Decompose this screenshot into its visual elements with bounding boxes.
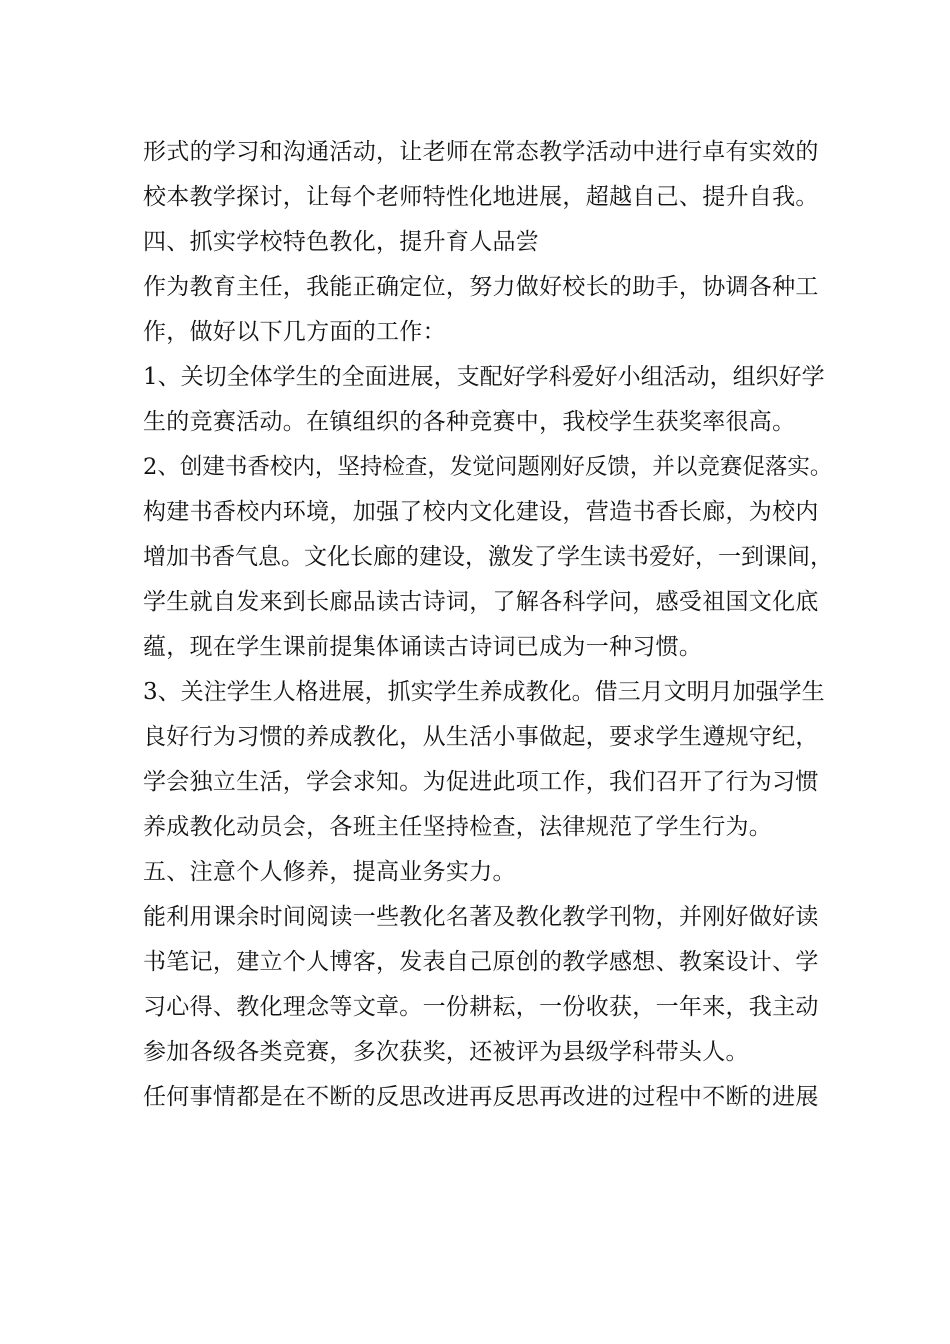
- section-heading: 四、抓实学校特色教化，提升育人品尝: [143, 229, 540, 255]
- text-line: 校本教学探讨，让每个老师特性化地进展，超越自己、提升自我。: [143, 184, 819, 210]
- list-item: 2、创建书香校内，坚持检查，发觉问题刚好反馈，并以竞赛促落实。: [143, 454, 833, 480]
- text-line: 构建书香校内环境，加强了校内文化建设，营造书香长廊，为校内: [143, 499, 819, 525]
- text-line: 良好行为习惯的养成教化，从生活小事做起，要求学生遵规守纪，: [143, 724, 819, 750]
- text-line: 作，做好以下几方面的工作：: [143, 319, 446, 345]
- text-line: 学会独立生活，学会求知。为促进此项工作，我们召开了行为习惯: [143, 769, 819, 795]
- text-line: 蕴，现在学生课前提集体诵读古诗词已成为一种习惯。: [143, 634, 703, 660]
- text-line: 能利用课余时间阅读一些教化名著及教化教学刊物，并刚好做好读: [143, 904, 819, 930]
- text-line: 书笔记，建立个人博客，发表自己原创的教学感想、教案设计、学: [143, 949, 819, 975]
- text-line: 养成教化动员会，各班主任坚持检查，法律规范了学生行为。: [143, 814, 773, 840]
- list-item: 1、关切全体学生的全面进展，支配好学科爱好小组活动，组织好学: [143, 364, 825, 390]
- text-line: 生的竞赛活动。在镇组织的各种竞赛中，我校学生获奖率很高。: [143, 409, 796, 435]
- text-line: 任何事情都是在不断的反思改进再反思再改进的过程中不断的进展: [143, 1084, 819, 1110]
- document-body: [143, 130, 833, 1120]
- text-line: 参加各级各类竞赛，多次获奖，还被评为县级学科带头人。: [143, 1039, 749, 1065]
- text-line: 形式的学习和沟通活动，让老师在常态教学活动中进行卓有实效的: [143, 139, 819, 165]
- text-line: 习心得、教化理念等文章。一份耕耘，一份收获，一年来，我主动: [143, 994, 819, 1020]
- section-heading: 五、注意个人修养，提高业务实力。: [143, 859, 516, 885]
- list-item: 3、关注学生人格进展，抓实学生养成教化。借三月文明月加强学生: [143, 679, 825, 705]
- text-line: 增加书香气息。文化长廊的建设，激发了学生读书爱好，一到课间，: [143, 544, 833, 570]
- text-line: 学生就自发来到长廊品读古诗词，了解各科学问，感受祖国文化底: [143, 589, 819, 615]
- text-line: 作为教育主任，我能正确定位，努力做好校长的助手，协调各种工: [143, 274, 819, 300]
